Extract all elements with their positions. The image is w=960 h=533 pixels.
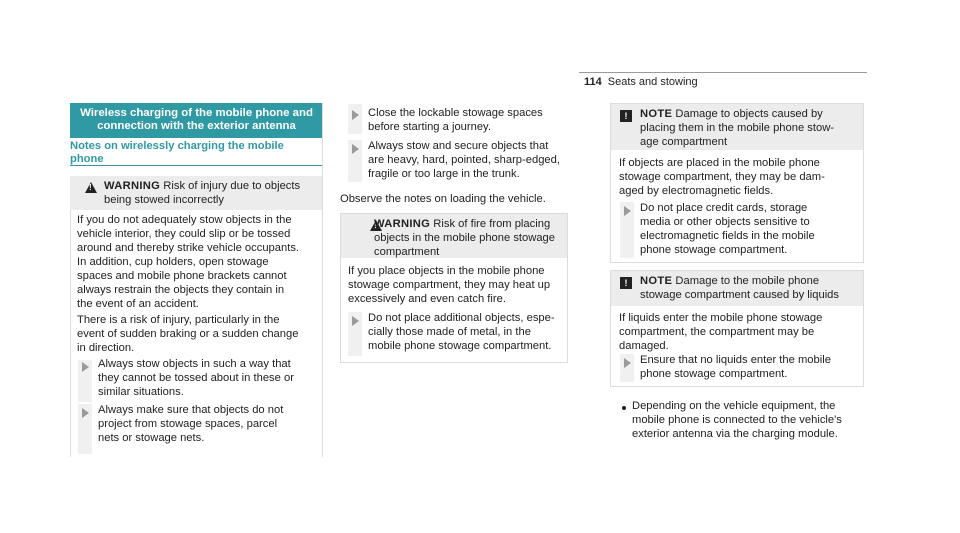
body-line: the event of an accident. <box>77 298 199 310</box>
body-line: If you do not adequately stow objects in the <box>77 214 292 226</box>
subsection-heading <box>70 140 323 167</box>
step-line: Always stow and secure objects that <box>368 140 549 152</box>
note-title: age compartment <box>640 136 728 148</box>
step-line: fragile or too large in the trunk. <box>368 168 520 180</box>
step-arrow-icon <box>352 144 359 154</box>
warning-title: being stowed incorrectly <box>104 194 225 206</box>
body-line: In addition, cup holders, open stowage <box>77 256 269 268</box>
step-line: Do not place additional objects, espe- <box>368 312 555 324</box>
step-arrow-icon <box>82 408 89 418</box>
page-header <box>584 76 698 89</box>
section-heading-line: Wireless charging of the mobile phone and <box>80 107 313 119</box>
step-line: are heavy, hard, pointed, sharp-edged, <box>368 154 560 166</box>
step-line: nets or stowage nets. <box>98 432 205 444</box>
step-arrow-icon <box>624 358 631 368</box>
step-arrow-icon <box>352 316 359 326</box>
warning-label: WARNING <box>104 180 161 192</box>
column-rule-left <box>70 210 71 457</box>
body-line: stowage compartment, they may heat up <box>348 279 551 291</box>
step-line: electromagnetic fields in the mobile <box>640 230 815 242</box>
column-rule-right <box>322 103 323 457</box>
note-title: Damage to the mobile phone <box>675 275 820 287</box>
section-title: Seats and stowing <box>607 76 698 88</box>
page-number: 114 <box>584 76 602 88</box>
body-line: aged by electromagnetic fields. <box>619 185 774 197</box>
step-arrow-icon <box>352 110 359 120</box>
header-rule <box>579 72 867 73</box>
body-line: If you place objects in the mobile phone <box>348 265 545 277</box>
body-line: compartment, the compartment may be <box>619 326 815 338</box>
note-label: NOTE <box>640 108 673 120</box>
step-line: before starting a journey. <box>368 121 491 133</box>
body-line: excessively and even catch fire. <box>348 293 506 305</box>
warning-label: WARNING <box>374 218 431 230</box>
note-icon: ! <box>620 110 632 122</box>
step-line: Close the lockable stowage spaces <box>368 107 543 119</box>
step-line: they cannot be tossed about in these or <box>98 372 294 384</box>
section-heading-line: connection with the exterior antenna <box>97 120 296 133</box>
step-line: similar situations. <box>98 386 184 398</box>
step-line: mobile phone stowage compartment. <box>368 340 552 352</box>
bullet-line: exterior antenna via the charging module. <box>632 428 838 440</box>
warning-header-line <box>104 180 300 193</box>
step-arrow-icon <box>82 362 89 372</box>
note-icon: ! <box>620 277 632 289</box>
body-line: damaged. <box>619 340 669 352</box>
warning-title: objects in the mobile phone stowage <box>374 232 555 244</box>
bullet-line: mobile phone is connected to the vehicle's <box>632 414 842 426</box>
step-line: Do not place credit cards, storage <box>640 202 808 214</box>
body-line: If objects are placed in the mobile phone <box>619 157 820 169</box>
body-line: stowage compartment, they may be dam- <box>619 171 825 183</box>
body-line: always restrain the objects they contain in <box>77 284 285 296</box>
body-line: There is a risk of injury, particularly in the <box>77 314 280 326</box>
subsection-heading-line: Notes on wirelessly charging the mobile <box>70 140 284 152</box>
step-arrow-icon <box>624 206 631 216</box>
body-line: If liquids enter the mobile phone stowage <box>619 312 823 324</box>
body-line: vehicle interior, they could slip or be tossed <box>77 228 291 240</box>
warning-title: compartment <box>374 246 440 258</box>
body-line: in direction. <box>77 342 135 354</box>
body-line: around and thereby strike vehicle occupants. <box>77 242 300 254</box>
step-line: cially those made of metal, in the <box>368 326 531 338</box>
warning-title: Risk of fire from placing <box>433 218 551 230</box>
note-label: NOTE <box>640 275 673 287</box>
note-title: stowage compartment caused by liquids <box>640 289 839 301</box>
step-line: phone stowage compartment. <box>640 368 788 380</box>
step-line: media or other objects sensitive to <box>640 216 810 228</box>
section-heading <box>70 103 323 138</box>
observe-text: Observe the notes on loading the vehicle. <box>340 193 546 205</box>
warning-title: Risk of injury due to objects <box>163 180 301 192</box>
warning-icon <box>85 182 97 193</box>
bullet-line: Depending on the vehicle equipment, the <box>632 400 836 412</box>
step-line: Ensure that no liquids enter the mobile <box>640 354 831 366</box>
step-line: Always make sure that objects do not <box>98 404 284 416</box>
body-line: event of sudden braking or a sudden change <box>77 328 299 340</box>
step-line: phone stowage compartment. <box>640 244 788 256</box>
step-line: project from stowage spaces, parcel <box>98 418 278 430</box>
note-title: placing them in the mobile phone stow- <box>640 122 835 134</box>
note-title: Damage to objects caused by <box>675 108 823 120</box>
subsection-rule <box>70 165 323 166</box>
body-line: spaces and mobile phone brackets cannot <box>77 270 287 282</box>
subsection-heading-line: phone <box>70 153 104 166</box>
bullet-dot <box>622 406 626 410</box>
step-line: Always stow objects in such a way that <box>98 358 291 370</box>
